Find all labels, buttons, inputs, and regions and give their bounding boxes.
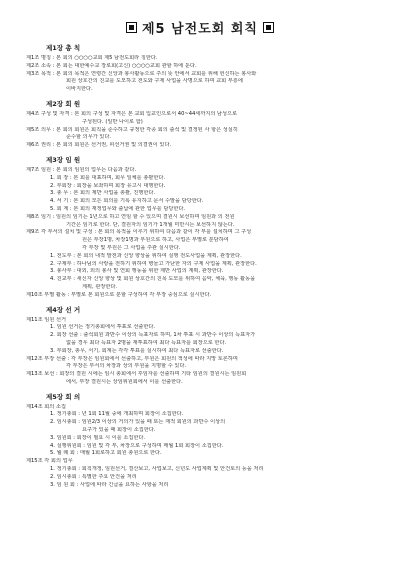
article-line: 제6조 권리 : 본 회의 회원은 선거권, 피선거권 및 의결권이 있다.: [26, 142, 172, 149]
article-line: 2. 임시총회 : 특별한 주요 안건을 처리: [50, 473, 137, 480]
article-line: 없을 경우 최다 득표자 2명을 재투표하여 최다 득표자를 회장으로 한다.: [66, 339, 227, 346]
article-line: 1. 임원 선거는 정기총회에서 투표로 선출한다.: [50, 324, 156, 331]
article-line: 에서, 부장 결원시는 상임위원회에서 이를 선출한다.: [66, 378, 183, 385]
article-line: 3. 임 원 회 : 사업에 따라 긴급을 요하는 사항을 처리: [50, 481, 169, 488]
article-line: 1. 전도부 : 본 회의 내적 발전과 신앙 향상을 위하여 실행 전도사업을 계획, 관장한다.: [50, 252, 242, 259]
article-line: 회원 상호간의 친교를 도모하고 전도와 구제 사업을 사명으로 하며 교회 부흥에: [66, 78, 243, 85]
article-line: 제2조 소속 : 본 회는 대한예수교 장로회(고신) ○○○○교회 관할 하에 둔다.: [26, 62, 197, 69]
article-line: 계획, 관장한다.: [82, 283, 118, 290]
chapter-heading: 제3장 임 원: [46, 155, 81, 164]
article-line: 각 부장 및 부원은 그 사업을 주관 실시한다.: [82, 244, 181, 251]
document-body: [26, 44, 378, 489]
article-line: 제4조 구성 및 자격 : 본 회의 구성 및 자격은 본 교회 입교인으로서 40~44세까지의 남성으로: [26, 110, 238, 117]
article-line: 4. 실행위원회 : 임원 및 각 부, 차장으로 구성하며 매월 1회 회장이 소집한다.: [50, 442, 224, 449]
article-line: 3. 총 무 : 본 회의 제반 사업을 총괄, 진행한다.: [50, 190, 156, 197]
document-title: [0, 18, 400, 37]
article-line: 3. 부회장, 총무, 서기, 회계는 각각 투표를 실시하여 최다 득표자로 선출한다.: [50, 347, 224, 354]
article-line: 구성된다. (일반 나이로 함): [82, 118, 143, 125]
article-line: 제5조 의무 : 본 회의 회원은 회칙을 준수하고 규정한 각종 회의 출석 및 결정된 사 항은 성실히: [26, 126, 238, 133]
chapter-heading: 제1장 총 칙: [46, 44, 81, 52]
article-line: 이바지한다.: [66, 86, 93, 93]
article-line: 제14조 회의 소집: [26, 403, 66, 410]
article-line: 제15조 각 회의 업무: [26, 458, 73, 465]
chapter-heading: 제4장 선 거: [46, 305, 81, 314]
article-line: 1. 정기총회 : 년 1회 11월 중에 개최하며 회장이 소집한다.: [50, 411, 184, 418]
article-line: 제8조 임기 : 임원의 임기는 1년으로 하고 연임 할 수 있으며 결원시 보선하며 임원과 의 전원: [26, 213, 235, 220]
article-line: 제13조 보선 : 회장의 결원 시에는 임시 총회에서 후임자를 선출하며 기타 임원의 결원시는 임원회: [26, 371, 247, 378]
article-line: 제10조 부별 활동 : 부별로 본 회원으로 분할 구성하여 각 부장 중심으로 실시한다.: [26, 291, 212, 298]
article-line: 제12조 부장 선출 : 각 부장은 임원회에서 선출하고, 부원은 회원의 적성에 따라 지망 토론하며: [26, 355, 238, 362]
article-line: 1. 정기총회 : 회칙개정, 임원선거, 결산보고, 사업보고, 신년도 사업계획 및 안건토의 등을 처리: [50, 466, 264, 473]
article-line: 제11조 임원 선거: [26, 316, 66, 323]
article-line: 4. 친교부 : 새신자 신앙 향상 및 회원 상호간의 친목 도모를 위하여 음악, 체육, 행동 활동을: [50, 276, 256, 283]
article-line: 제3조 목적 : 본 회의 목적은 연령간 신앙과 봉사활동으로 주의 뜻 안에서 교회를 위해 헌신하는 봉사와: [26, 70, 257, 77]
article-line: 4. 서 기 : 본 회의 모든 회의를 기록 유지하고 문서 수발을 담당한다.: [50, 198, 204, 205]
article-line: 3. 봉사부 : 대외, 외의 봉사 및 연회 행동을 위한 제반 사업의 계획, 관장한다.: [50, 268, 224, 275]
chapter-heading: 제5장 회 의: [46, 392, 81, 401]
article-line: 2. 부회장 : 회장을 보좌하며 회장 유고시 대행한다.: [50, 182, 166, 189]
article-line: 준수할 의무가 있다.: [66, 134, 112, 141]
square-bullet-icon: [126, 22, 137, 33]
article-line: 원은 부장1명, 차장1명과 부원으로 하고, 사업은 부별로 분담하여: [82, 237, 229, 244]
article-line: 2. 회장 선출 : 출석회원 과반수 이상의 득표자로 하며, 1차 투표 시 과반수 이상의 득표자가: [50, 332, 256, 339]
article-line: 기간은 임기로 한다. 단, 결원자의 임기가 1개월 미만시는 보선하지 않는다.: [66, 221, 235, 228]
article-line: 2. 구제부 : 하나님의 사랑을 전하기 위하여 병들고 가난한 자의 구제 사업을 계획, 관장한다.: [50, 260, 257, 267]
article-line: 제7조 임원 : 본 회의 임원의 업무는 다음과 같다.: [26, 166, 137, 173]
square-bullet-icon: [263, 22, 274, 33]
article-line: 2. 임시총회 : 임원2/3 이상의 거의가 있을 때 또는 재적 회원의 과반수 이상의: [50, 419, 226, 426]
article-line: 요구가 있을 때 회장이 소집한다.: [82, 427, 156, 434]
article-line: 5. 회 계 : 본 회의 재정업무와 출납에 관한 업무를 담당한다.: [50, 205, 186, 212]
document-title-text: 제5 남전도회 회칙: [141, 22, 258, 37]
article-line: 제1조 명칭 : 본 회의 ○○○○교회 제5 남전도회라 칭한다.: [26, 55, 158, 61]
article-line: 1. 회 장 : 본 회를 대표하며, 회무 일체를 총괄한다.: [50, 174, 166, 181]
chapter-heading: 제2장 회 원: [46, 99, 81, 108]
article-line: 5. 월 례 회 : 매월 1회로하고 회원 총원으로 한다.: [50, 450, 162, 457]
article-line: 제9조 각 부서의 설치 및 구성 : 본 회의 목적을 이루기 위하여 다음과 같이 각 부를 설치하며 그 구성: [26, 229, 252, 236]
article-line: 각 부장은 부서의 차장과 상의 부원을 지명할 수 있다.: [66, 363, 187, 370]
article-line: 3. 임원회 : 회장이 필요 시 이를 소집한다.: [50, 434, 146, 441]
